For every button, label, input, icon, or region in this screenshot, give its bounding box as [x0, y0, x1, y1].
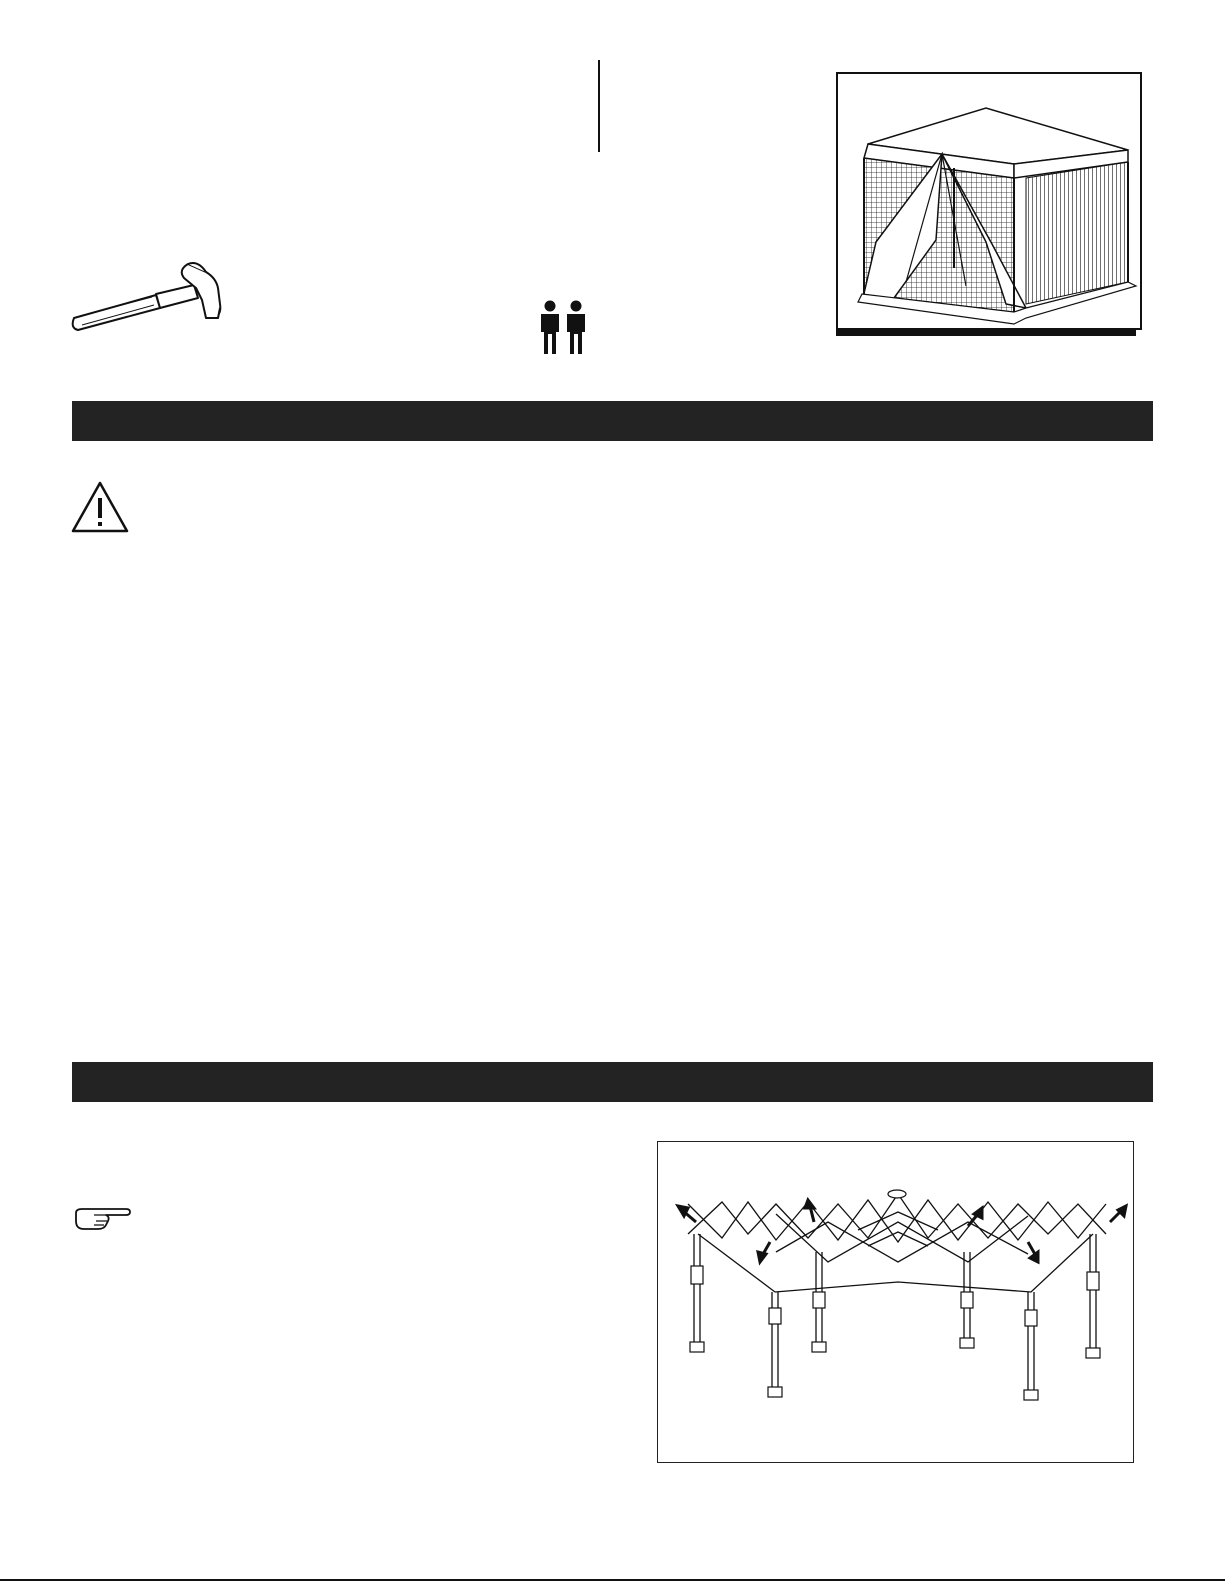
- hammer-icon: [66, 258, 246, 338]
- section-header-bar: [72, 1062, 1153, 1102]
- section-header-bar: [72, 401, 1153, 441]
- gazebo-illustration: [836, 72, 1146, 338]
- warning-icon: [70, 480, 130, 534]
- two-person-icon: [538, 300, 590, 356]
- pointing-hand-icon: [72, 1205, 132, 1233]
- page-bottom-rule: [0, 1579, 1225, 1581]
- vertical-divider: [598, 60, 600, 152]
- frame-expansion-illustration: [657, 1141, 1134, 1463]
